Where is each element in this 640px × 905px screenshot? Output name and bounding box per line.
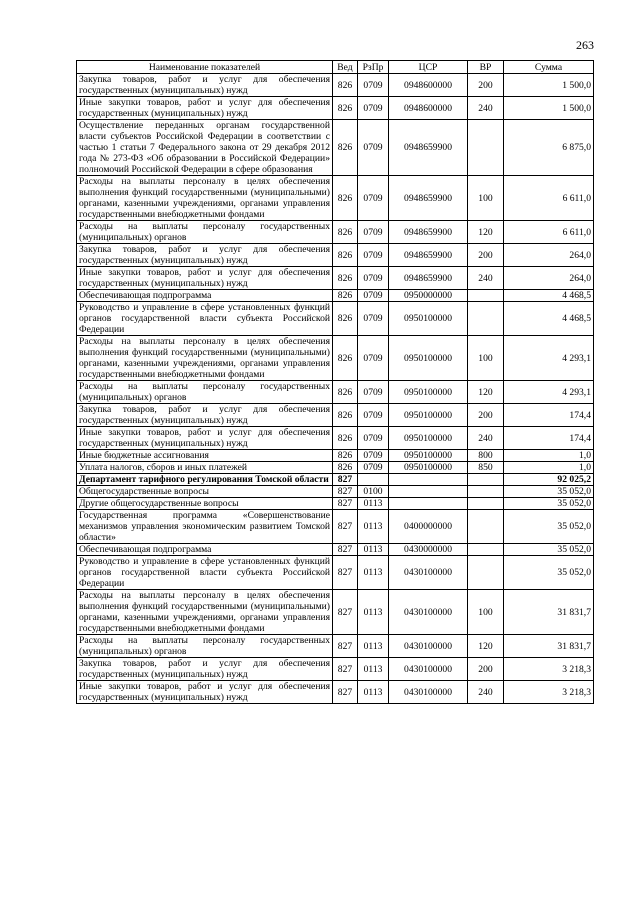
- table-row: [77, 120, 594, 176]
- table-row: [77, 486, 594, 498]
- table-row: [77, 658, 594, 681]
- cell-csr: 0950100000: [389, 462, 468, 474]
- table-row: [77, 498, 594, 510]
- cell-vr: [468, 486, 504, 498]
- cell-ved: 827: [333, 635, 358, 658]
- cell-name: Иные закупки товаров, работ и услуг для обеспечения государственных (муниципальных) нужд: [77, 267, 333, 290]
- table-row: [77, 590, 594, 635]
- cell-ved: 826: [333, 244, 358, 267]
- cell-vr: 200: [468, 244, 504, 267]
- cell-sum: 31 831,7: [504, 590, 594, 635]
- page-number: 263: [576, 38, 594, 52]
- cell-sum: 1 500,0: [504, 74, 594, 97]
- cell-vr: 200: [468, 404, 504, 427]
- cell-sum: 35 052,0: [504, 556, 594, 590]
- cell-name: Уплата налогов, сборов и иных платежей: [77, 462, 333, 474]
- cell-sum: 35 052,0: [504, 510, 594, 544]
- cell-vr: 120: [468, 635, 504, 658]
- cell-sum: 6 611,0: [504, 176, 594, 221]
- cell-ved: 827: [333, 556, 358, 590]
- cell-rzpr: 0709: [358, 336, 389, 381]
- cell-vr: [468, 498, 504, 510]
- table-row: [77, 556, 594, 590]
- cell-rzpr: 0709: [358, 97, 389, 120]
- cell-sum: 4 293,1: [504, 336, 594, 381]
- table-row: [77, 681, 594, 704]
- cell-csr: 0950100000: [389, 336, 468, 381]
- cell-csr: 0430100000: [389, 635, 468, 658]
- header-csr: ЦСР: [389, 61, 468, 74]
- cell-ved: 826: [333, 404, 358, 427]
- table-row: [77, 267, 594, 290]
- cell-ved: 826: [333, 427, 358, 450]
- table-row: [77, 404, 594, 427]
- cell-sum: 31 831,7: [504, 635, 594, 658]
- cell-name: Иные закупки товаров, работ и услуг для обеспечения государственных (муниципальных) нужд: [77, 427, 333, 450]
- cell-vr: 850: [468, 462, 504, 474]
- table-row: [77, 544, 594, 556]
- cell-name: Руководство и управление в сфере установленных функций органов государственной власти субъекта Российской Федерации: [77, 556, 333, 590]
- cell-sum: 264,0: [504, 244, 594, 267]
- cell-name: Расходы на выплаты персоналу в целях обеспечения выполнения функций государственными (муниципальными) органами, казенными учреждениями, органами управления государственными внебюджетными фондами: [77, 176, 333, 221]
- cell-sum: 3 218,3: [504, 658, 594, 681]
- cell-csr: 0948659900: [389, 221, 468, 244]
- header-row: [77, 61, 594, 74]
- cell-csr: [389, 486, 468, 498]
- cell-ved: 826: [333, 97, 358, 120]
- cell-rzpr: 0113: [358, 658, 389, 681]
- cell-rzpr: 0113: [358, 510, 389, 544]
- cell-name: Иные закупки товаров, работ и услуг для обеспечения государственных (муниципальных) нужд: [77, 681, 333, 704]
- cell-vr: 120: [468, 381, 504, 404]
- cell-sum: 4 468,5: [504, 290, 594, 302]
- cell-name: Иные бюджетные ассигнования: [77, 450, 333, 462]
- table-row: [77, 302, 594, 336]
- cell-csr: 0430100000: [389, 681, 468, 704]
- cell-vr: 240: [468, 427, 504, 450]
- cell-csr: 0430100000: [389, 658, 468, 681]
- cell-ved: 826: [333, 290, 358, 302]
- cell-rzpr: 0113: [358, 556, 389, 590]
- cell-ved: 827: [333, 658, 358, 681]
- cell-sum: 174,4: [504, 427, 594, 450]
- cell-sum: 1 500,0: [504, 97, 594, 120]
- cell-csr: [389, 498, 468, 510]
- cell-csr: 0950100000: [389, 427, 468, 450]
- cell-ved: 826: [333, 336, 358, 381]
- cell-rzpr: 0709: [358, 267, 389, 290]
- cell-vr: 200: [468, 658, 504, 681]
- cell-vr: 200: [468, 74, 504, 97]
- cell-vr: 800: [468, 450, 504, 462]
- table-row: [77, 176, 594, 221]
- cell-sum: 3 218,3: [504, 681, 594, 704]
- cell-ved: 826: [333, 120, 358, 176]
- cell-name: Осуществление переданных органам государственной власти субъектов Российской Федерации в соответствии с частью 1 статьи 7 Федерального закона от 29 декабря 2012 года № 273-ФЗ «Об образовании в Российской Федерации» полномочий Российской Федерации в сфере образования: [77, 120, 333, 176]
- table-row: [77, 462, 594, 474]
- cell-rzpr: 0100: [358, 486, 389, 498]
- cell-csr: 0948659900: [389, 176, 468, 221]
- cell-sum: 35 052,0: [504, 486, 594, 498]
- cell-ved: 827: [333, 544, 358, 556]
- cell-vr: [468, 474, 504, 486]
- cell-vr: [468, 544, 504, 556]
- cell-name: Обеспечивающая подпрограмма: [77, 544, 333, 556]
- cell-vr: 240: [468, 267, 504, 290]
- table-row: [77, 510, 594, 544]
- table-row: [77, 244, 594, 267]
- cell-name: Общегосударственные вопросы: [77, 486, 333, 498]
- cell-csr: 0430100000: [389, 556, 468, 590]
- cell-sum: 264,0: [504, 267, 594, 290]
- cell-vr: [468, 302, 504, 336]
- header-sum: Сумма: [504, 61, 594, 74]
- cell-ved: 826: [333, 302, 358, 336]
- header-vr: ВР: [468, 61, 504, 74]
- cell-ved: 826: [333, 74, 358, 97]
- cell-rzpr: 0709: [358, 290, 389, 302]
- cell-rzpr: 0709: [358, 221, 389, 244]
- cell-ved: 827: [333, 486, 358, 498]
- cell-vr: 100: [468, 336, 504, 381]
- cell-name: Закупка товаров, работ и услуг для обеспечения государственных (муниципальных) нужд: [77, 658, 333, 681]
- cell-name: Департамент тарифного регулирования Томской области: [77, 474, 333, 486]
- cell-csr: 0400000000: [389, 510, 468, 544]
- header-ved: Вед: [333, 61, 358, 74]
- cell-rzpr: 0709: [358, 176, 389, 221]
- cell-ved: 827: [333, 474, 358, 486]
- table-row: [77, 635, 594, 658]
- cell-sum: 4 468,5: [504, 302, 594, 336]
- cell-name: Расходы на выплаты персоналу в целях обеспечения выполнения функций государственными (муниципальными) органами, казенными учреждениями, органами управления государственными внебюджетными фондами: [77, 336, 333, 381]
- table-row: [77, 450, 594, 462]
- cell-ved: 826: [333, 221, 358, 244]
- cell-sum: 174,4: [504, 404, 594, 427]
- table-row: [77, 97, 594, 120]
- table-row: [77, 381, 594, 404]
- cell-sum: 4 293,1: [504, 381, 594, 404]
- cell-sum: 1,0: [504, 462, 594, 474]
- cell-rzpr: 0709: [358, 404, 389, 427]
- cell-rzpr: 0709: [358, 74, 389, 97]
- cell-ved: 826: [333, 381, 358, 404]
- cell-rzpr: [358, 474, 389, 486]
- cell-ved: 826: [333, 176, 358, 221]
- cell-csr: 0948659900: [389, 120, 468, 176]
- cell-csr: 0948600000: [389, 97, 468, 120]
- cell-name: Обеспечивающая подпрограмма: [77, 290, 333, 302]
- budget-table: [76, 60, 594, 704]
- cell-rzpr: 0709: [358, 302, 389, 336]
- cell-rzpr: 0113: [358, 681, 389, 704]
- cell-csr: 0950100000: [389, 302, 468, 336]
- cell-rzpr: 0709: [358, 450, 389, 462]
- cell-ved: 826: [333, 450, 358, 462]
- cell-sum: 6 875,0: [504, 120, 594, 176]
- cell-csr: 0430100000: [389, 590, 468, 635]
- cell-csr: 0950100000: [389, 404, 468, 427]
- cell-name: Закупка товаров, работ и услуг для обеспечения государственных (муниципальных) нужд: [77, 74, 333, 97]
- cell-rzpr: 0709: [358, 462, 389, 474]
- cell-name: Расходы на выплаты персоналу государственных (муниципальных) органов: [77, 381, 333, 404]
- cell-rzpr: 0709: [358, 381, 389, 404]
- cell-csr: 0950100000: [389, 450, 468, 462]
- cell-rzpr: 0113: [358, 635, 389, 658]
- cell-csr: 0948659900: [389, 267, 468, 290]
- cell-vr: [468, 556, 504, 590]
- cell-vr: [468, 290, 504, 302]
- cell-ved: 826: [333, 267, 358, 290]
- cell-csr: 0430000000: [389, 544, 468, 556]
- table-row: [77, 427, 594, 450]
- cell-name: Закупка товаров, работ и услуг для обеспечения государственных (муниципальных) нужд: [77, 244, 333, 267]
- cell-name: Другие общегосударственные вопросы: [77, 498, 333, 510]
- table-row: [77, 221, 594, 244]
- cell-vr: 100: [468, 176, 504, 221]
- cell-csr: 0948600000: [389, 74, 468, 97]
- cell-name: Расходы на выплаты персоналу в целях обеспечения выполнения функций государственными (муниципальными) органами, казенными учреждениями, органами управления государственными внебюджетными фондами: [77, 590, 333, 635]
- cell-rzpr: 0113: [358, 590, 389, 635]
- cell-vr: [468, 120, 504, 176]
- cell-rzpr: 0113: [358, 544, 389, 556]
- cell-csr: [389, 474, 468, 486]
- cell-name: Государственная программа «Совершенствование механизмов управления экономическим развитием Томской области»: [77, 510, 333, 544]
- cell-ved: 827: [333, 498, 358, 510]
- cell-rzpr: 0113: [358, 498, 389, 510]
- cell-vr: [468, 510, 504, 544]
- cell-name: Иные закупки товаров, работ и услуг для обеспечения государственных (муниципальных) нужд: [77, 97, 333, 120]
- cell-name: Закупка товаров, работ и услуг для обеспечения государственных (муниципальных) нужд: [77, 404, 333, 427]
- header-name: Наименование показателей: [77, 61, 333, 74]
- table-row: [77, 290, 594, 302]
- cell-sum: 6 611,0: [504, 221, 594, 244]
- table-row: [77, 74, 594, 97]
- cell-csr: 0948659900: [389, 244, 468, 267]
- cell-rzpr: 0709: [358, 120, 389, 176]
- cell-name: Расходы на выплаты персоналу государственных (муниципальных) органов: [77, 221, 333, 244]
- cell-ved: 827: [333, 681, 358, 704]
- table-row: [77, 336, 594, 381]
- cell-sum: 35 052,0: [504, 498, 594, 510]
- cell-csr: 0950100000: [389, 381, 468, 404]
- cell-name: Руководство и управление в сфере установленных функций органов государственной власти субъекта Российской Федерации: [77, 302, 333, 336]
- cell-sum: 1,0: [504, 450, 594, 462]
- cell-rzpr: 0709: [358, 244, 389, 267]
- cell-sum: 35 052,0: [504, 544, 594, 556]
- cell-vr: 100: [468, 590, 504, 635]
- cell-csr: 0950000000: [389, 290, 468, 302]
- cell-vr: 240: [468, 97, 504, 120]
- cell-ved: 827: [333, 590, 358, 635]
- cell-ved: 827: [333, 510, 358, 544]
- cell-ved: 826: [333, 462, 358, 474]
- table-row: [77, 474, 594, 486]
- cell-name: Расходы на выплаты персоналу государственных (муниципальных) органов: [77, 635, 333, 658]
- cell-vr: 240: [468, 681, 504, 704]
- cell-sum: 92 025,2: [504, 474, 594, 486]
- cell-vr: 120: [468, 221, 504, 244]
- cell-rzpr: 0709: [358, 427, 389, 450]
- header-rzpr: РзПр: [358, 61, 389, 74]
